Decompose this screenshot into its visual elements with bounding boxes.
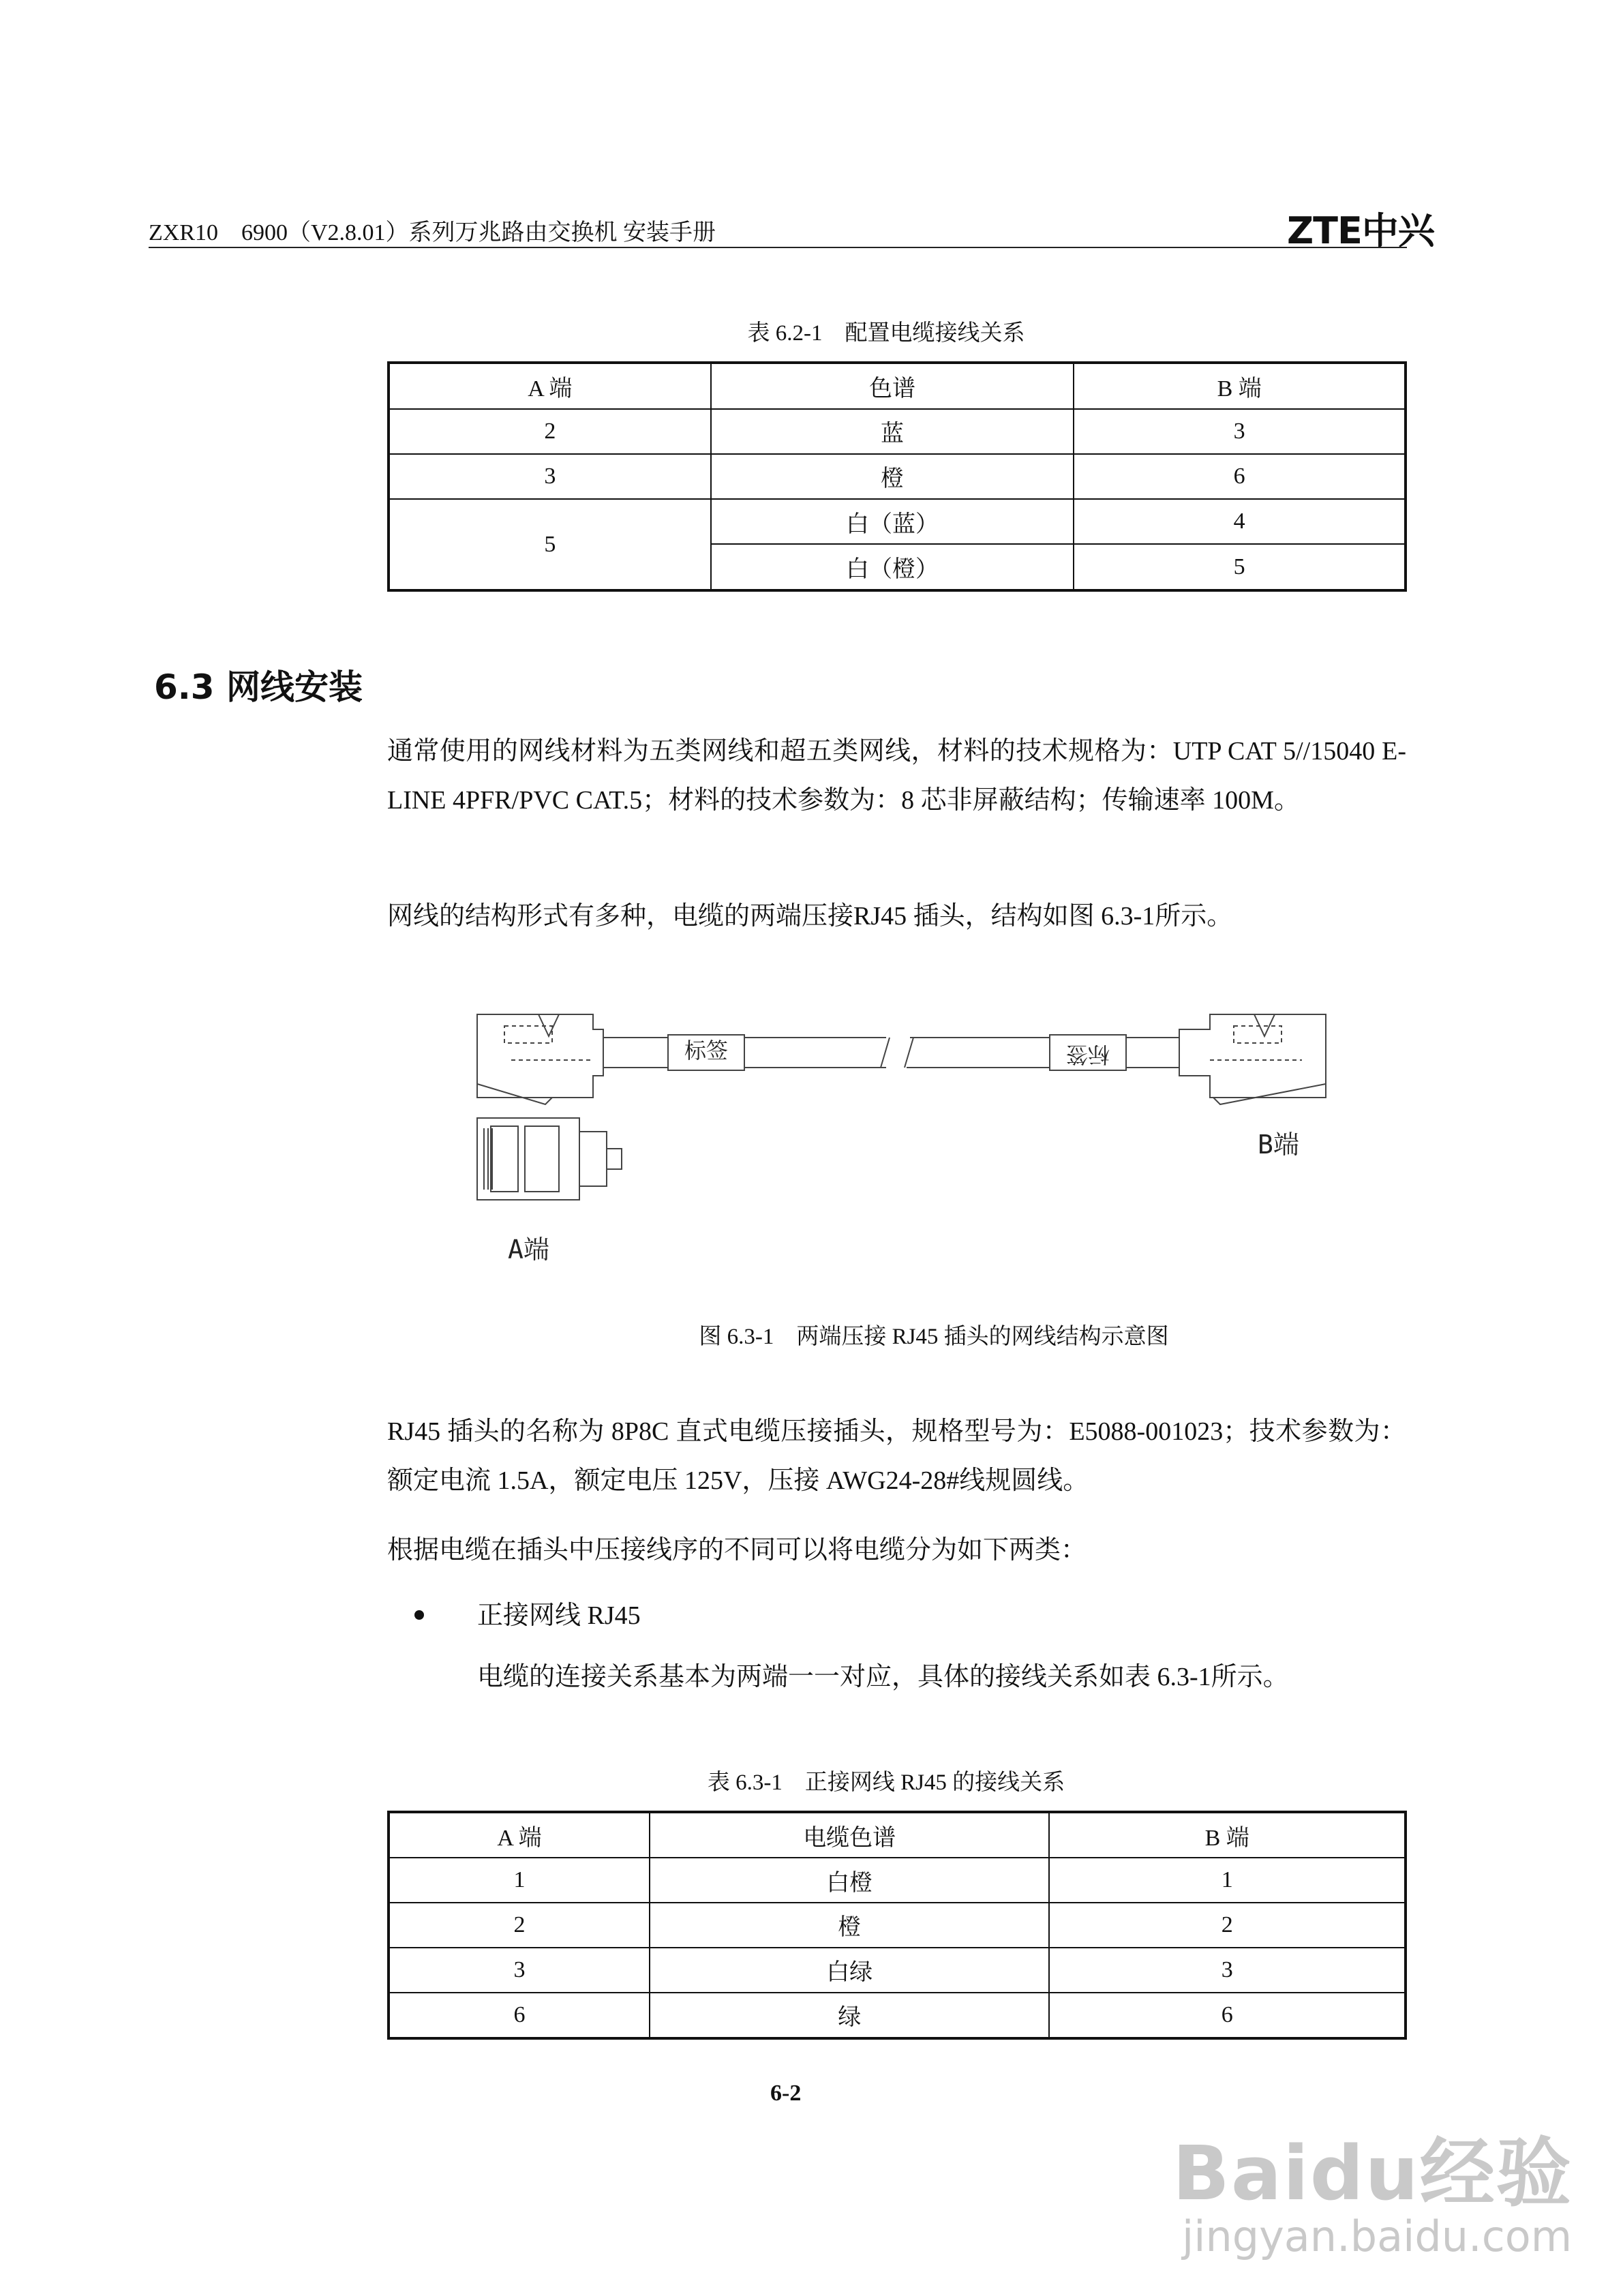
table-cell: 1	[1049, 1858, 1406, 1903]
table-cell: 3	[389, 1948, 650, 1993]
table-cell: 6	[1074, 454, 1406, 499]
table-cell: 6	[389, 1993, 650, 2038]
table-row	[389, 454, 1406, 499]
table-cell: 4	[1074, 499, 1406, 544]
figure-caption: 图 6.3-1 两端压接 RJ45 插头的网线结构示意图	[699, 1325, 1169, 1349]
paragraph-types: 根据电缆在插头中压接线序的不同可以将电缆分为如下两类：	[387, 1536, 1087, 1565]
table-cell: 6	[1049, 1993, 1406, 2038]
paragraph-structure: 网线的结构形式有多种，电缆的两端压接RJ45 插头，结构如图 6.3-1所示。	[387, 902, 1233, 931]
table-cell: 橙	[650, 1903, 1049, 1948]
table-cell: 5	[1074, 544, 1406, 590]
table2-caption: 表 6.3-1 正接网线 RJ45 的接线关系	[707, 1770, 1065, 1795]
paragraph-material: 通常使用的网线材料为五类网线和超五类网线，材料的技术规格为：UTP CAT 5//15040 E-LINE 4PFR/PVC CAT.5；材料的技术参数为：8 芯非屏蔽结构；传输速率 100M。	[387, 737, 1406, 815]
table-row	[389, 499, 1406, 544]
plug-a-side	[477, 1014, 603, 1098]
table-cell: 白绿	[650, 1948, 1049, 1993]
baidu-watermark	[1172, 2113, 1573, 2261]
table-header-cell: B 端	[1074, 363, 1406, 409]
table-cell: 白橙	[650, 1858, 1049, 1903]
paragraph-rj45: RJ45 插头的名称为 8P8C 直式电缆压接插头，规格型号为：E5088-001023；技术参数为：额定电流 1.5A，额定电压 125V，压接 AWG24-28#线规圆线。	[387, 1417, 1406, 1495]
table1-caption: 表 6.2-1 配置电缆接线关系	[747, 321, 1025, 346]
table-cell: 2	[1049, 1903, 1406, 1948]
table1	[387, 361, 1407, 592]
page-number: 6-2	[770, 2081, 802, 2106]
table-row	[389, 1903, 1406, 1948]
table-cell: 5	[389, 499, 711, 590]
table-cell: 绿	[650, 1993, 1049, 2038]
watermark-main: Baidu经验	[1172, 2130, 1573, 2217]
paragraph-straight: 电缆的连接关系基本为两端一一对应，具体的接线关系如表 6.3-1所示。	[477, 1663, 1289, 1691]
plug-b-side	[1179, 1014, 1326, 1098]
label-a-text: 标签	[684, 1038, 729, 1063]
table-cell: 2	[389, 1903, 650, 1948]
table-cell: 蓝	[711, 409, 1074, 454]
bullet-dot	[414, 1610, 424, 1620]
table-cell: 橙	[711, 454, 1074, 499]
end-b-label: B端	[1258, 1130, 1299, 1160]
cable-diagram	[464, 995, 1350, 1282]
table-cell: 白（蓝）	[711, 499, 1074, 544]
table-header-cell: 色谱	[711, 363, 1074, 409]
table-header-row	[389, 363, 1406, 409]
zte-logo: ZTE中兴	[1287, 209, 1434, 252]
table-cell: 白（橙）	[711, 544, 1074, 590]
table-header-row	[389, 1812, 1406, 1858]
bullet-item: 正接网线 RJ45	[477, 1601, 641, 1630]
table-cell: 3	[389, 454, 711, 499]
watermark-sub: jingyan.baidu.com	[1182, 2211, 1573, 2261]
table-row	[389, 1858, 1406, 1903]
header-rule	[149, 247, 1407, 248]
table-cell: 3	[1074, 409, 1406, 454]
table-row	[389, 1948, 1406, 1993]
table-cell: 3	[1049, 1948, 1406, 1993]
table-row	[389, 1993, 1406, 2038]
table-row	[389, 409, 1406, 454]
table-header-cell: B 端	[1049, 1812, 1406, 1858]
table-header-cell: 电缆色谱	[650, 1812, 1049, 1858]
section-title: 6.3 网线安装	[154, 667, 363, 707]
table-header-cell: A 端	[389, 1812, 650, 1858]
table-cell: 1	[389, 1858, 650, 1903]
label-b-text: 标签	[1065, 1042, 1110, 1068]
table-cell: 2	[389, 409, 711, 454]
header-title: ZXR10 6900（V2.8.01）系列万兆路由交换机 安装手册	[149, 220, 716, 245]
table2	[387, 1811, 1407, 2040]
table-header-cell: A 端	[389, 363, 711, 409]
end-a-label: A端	[508, 1235, 549, 1265]
